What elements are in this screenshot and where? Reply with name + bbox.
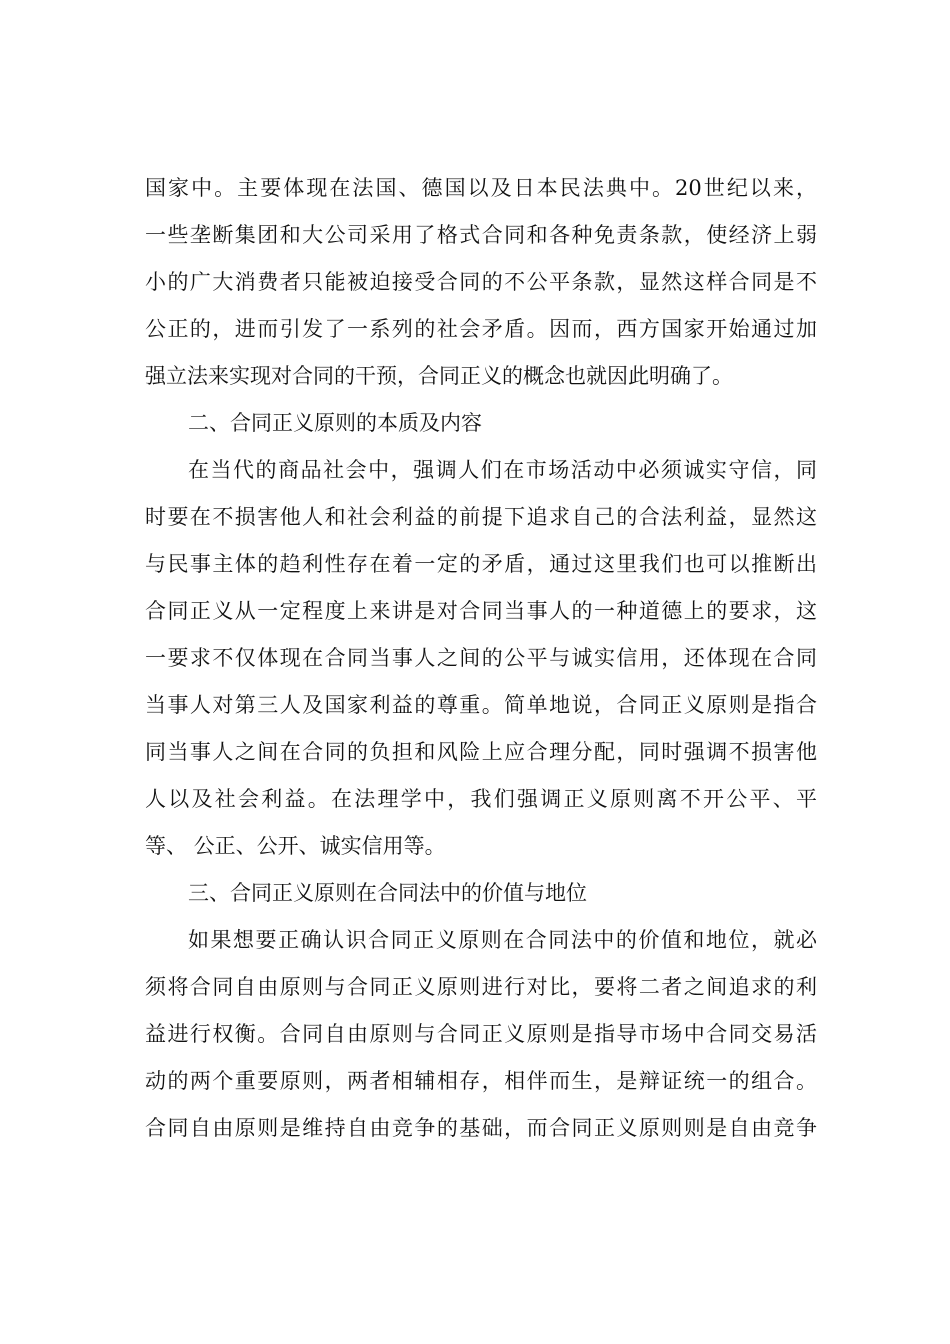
paragraph-line: 动的两个重要原则，两者相辅相存，相伴而生，是辩证统一的组合。 [145, 1069, 817, 1093]
body-text [145, 165, 817, 1152]
paragraph-line: 小的广大消费者只能被迫接受合同的不公平条款，显然这样合同是不 [145, 270, 817, 294]
paragraph-line: 强立法来实现对合同的干预，合同正义的概念也就因此明确了。 [145, 364, 733, 388]
section-heading: 三、合同正义原则在合同法中的价值与地位 [188, 881, 587, 905]
paragraph-first-line: 如果想要正确认识合同正义原则在合同法中的价值和地位，就必 [188, 928, 817, 952]
paragraph-line: 当事人对第三人及国家利益的尊重。简单地说，合同正义原则是指合 [145, 693, 817, 717]
paragraph-line: 一要求不仅体现在合同当事人之间的公平与诚实信用，还体现在合同 [145, 646, 817, 670]
paragraph-line: 时要在不损害他人和社会利益的前提下追求自己的合法利益，显然这 [145, 505, 817, 529]
paragraph-line: 合同自由原则是维持自由竞争的基础，而合同正义原则则是自由竞争 [145, 1116, 817, 1140]
paragraph-line: 同当事人之间在合同的负担和风险上应合理分配，同时强调不损害他 [145, 740, 817, 764]
paragraph-first-line: 在当代的商品社会中，强调人们在市场活动中必须诚实守信，同 [188, 458, 817, 482]
paragraph-line: 等、 公正、公开、诚实信用等。 [145, 834, 446, 858]
paragraph-line: 一些垄断集团和大公司采用了格式合同和各种免责条款，使经济上弱 [145, 223, 817, 247]
paragraph-line: 公正的，进而引发了一系列的社会矛盾。因而，西方国家开始通过加 [145, 317, 817, 341]
paragraph-line: 国家中。主要体现在法国、德国以及日本民法典中。20世纪以来， [145, 176, 817, 200]
section-heading: 二、合同正义原则的本质及内容 [188, 411, 482, 435]
paragraph-line: 须将合同自由原则与合同正义原则进行对比，要将二者之间追求的利 [145, 975, 817, 999]
paragraph-line: 与民事主体的趋利性存在着一定的矛盾，通过这里我们也可以推断出 [145, 552, 817, 576]
paragraph-line: 合同正义从一定程度上来讲是对合同当事人的一种道德上的要求，这 [145, 599, 817, 623]
paragraph-line: 益进行权衡。合同自由原则与合同正义原则是指导市场中合同交易活 [145, 1022, 817, 1046]
paragraph-line: 人以及社会利益。在法理学中，我们强调正义原则离不开公平、平 [145, 787, 817, 811]
